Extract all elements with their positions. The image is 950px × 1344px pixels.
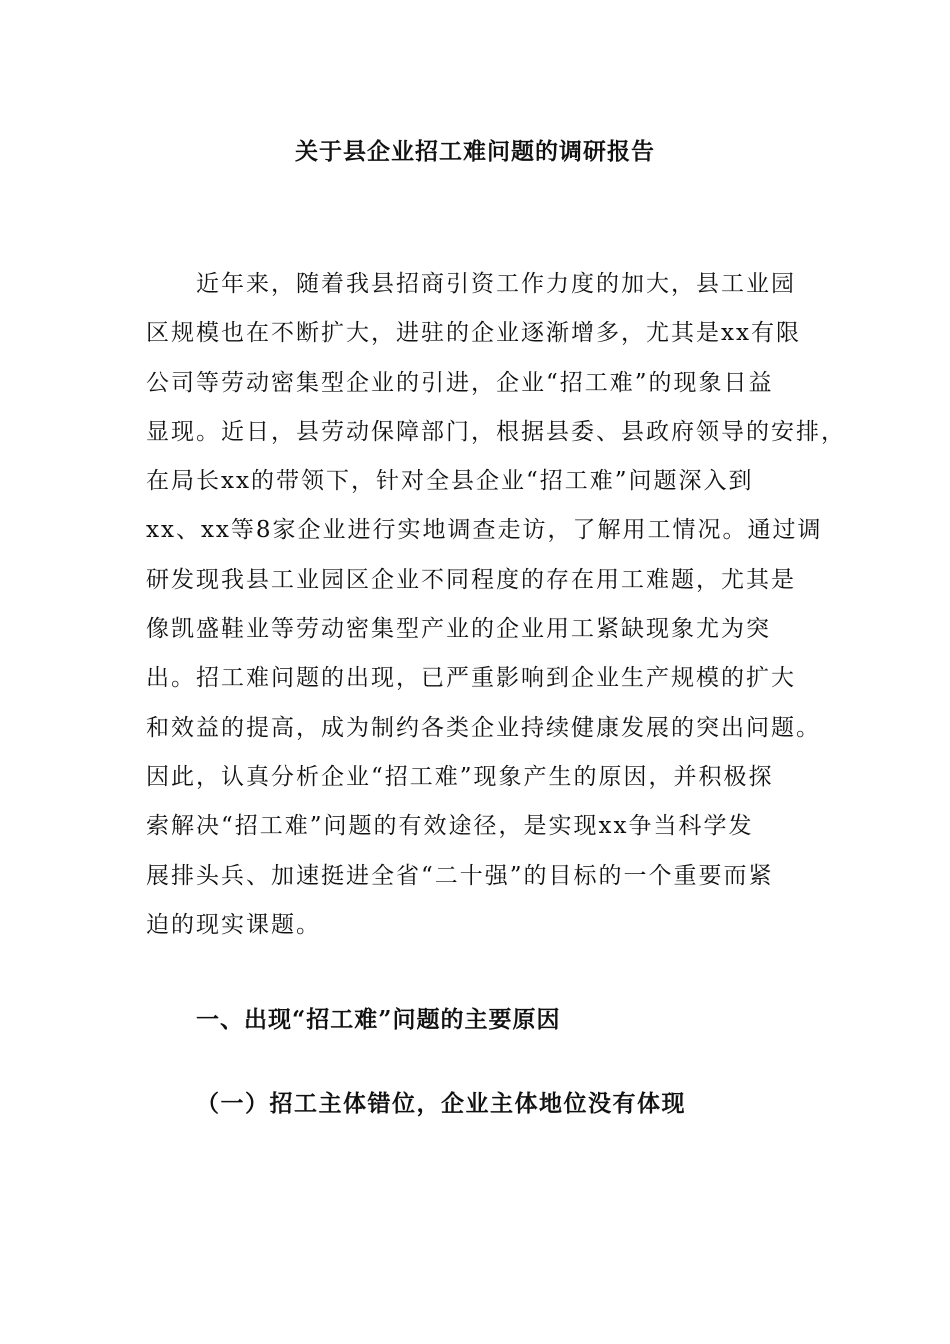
- paragraph-line: 近年来，随着我县招商引资工作力度的加大，县工业园: [196, 271, 796, 297]
- paragraph-line: 迫的现实课题。: [146, 911, 321, 938]
- paragraph-line: 公司等劳动密集型企业的引进，企业“招工难”的现象日益: [146, 369, 774, 396]
- paragraph-line: 像凯盛鞋业等劳动密集型产业的企业用工紧缺现象尤为突: [146, 616, 771, 643]
- paragraph-line: xx、xx等8家企业进行实地调查走访，了解用工情况。通过调: [146, 517, 823, 544]
- section-heading: 一、出现“招工难”问题的主要原因: [196, 1006, 561, 1033]
- paragraph-line: 出。招工难问题的出现，已严重影响到企业生产规模的扩大: [146, 665, 796, 692]
- subsection-heading: （一）招工主体错位，企业主体地位没有体现: [196, 1090, 686, 1117]
- paragraph-line: 研发现我县工业园区企业不同程度的存在用工难题，尤其是: [146, 566, 796, 593]
- paragraph-line: 显现。近日，县劳动保障部门，根据县委、县政府领导的安排，: [146, 418, 846, 445]
- paragraph-line: 在局长xx的带领下，针对全县企业“招工难”问题深入到: [146, 468, 754, 495]
- paragraph-line: 和效益的提高，成为制约各类企业持续健康发展的突出问题。: [146, 714, 821, 741]
- document-title: 关于县企业招工难问题的调研报告: [295, 138, 655, 165]
- paragraph-line: 展排头兵、加速挺进全省“二十强”的目标的一个重要而紧: [146, 862, 774, 889]
- paragraph-line: 因此，认真分析企业“招工难”现象产生的原因，并积极探: [146, 763, 774, 790]
- intro-paragraph: [146, 260, 846, 950]
- paragraph-line: 区规模也在不断扩大，进驻的企业逐渐增多，尤其是xx有限: [146, 320, 801, 347]
- paragraph-line: 索解决“招工难”问题的有效途径，是实现xx争当科学发: [146, 813, 754, 840]
